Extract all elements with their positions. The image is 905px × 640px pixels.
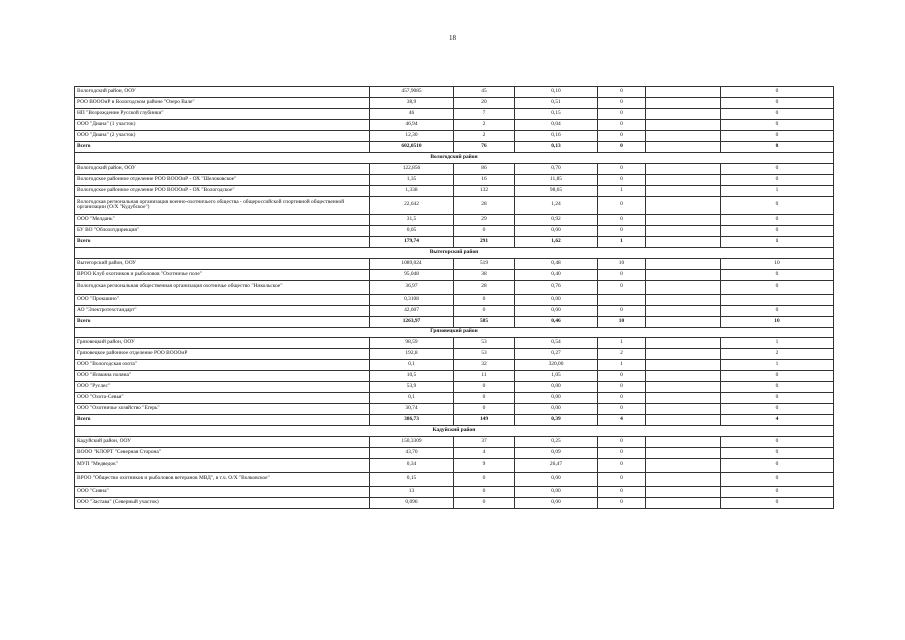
value-cell-3: 0,27 [515, 349, 598, 360]
value-cell-6: 0 [721, 120, 834, 131]
value-cell-5 [646, 393, 721, 404]
organization-name-cell: Вологодский район, ООУ [75, 87, 370, 98]
value-cell-6: 0 [721, 109, 834, 120]
value-cell-5 [646, 196, 721, 215]
value-cell-2: 0 [454, 393, 515, 404]
value-cell-6: 0 [721, 215, 834, 226]
value-cell-3: 0,25 [515, 436, 598, 447]
value-cell-3: 0,00 [515, 305, 598, 316]
value-cell-2: 32 [454, 360, 515, 371]
value-cell-4: 0 [598, 215, 646, 226]
value-cell-2: 20 [454, 98, 515, 109]
value-cell-5 [646, 486, 721, 497]
table-row [75, 371, 834, 382]
value-cell-1: 179,74 [370, 237, 454, 248]
value-cell-2: 0 [454, 305, 515, 316]
organization-name-cell: Всего [75, 415, 370, 426]
total-row [75, 142, 834, 153]
table-row [75, 196, 834, 215]
table-row [75, 472, 834, 486]
value-cell-3: 0,46 [515, 316, 598, 327]
total-row [75, 415, 834, 426]
district-header-row [75, 327, 834, 338]
value-cell-6: 0 [721, 87, 834, 98]
value-cell-1: 386,73 [370, 415, 454, 426]
value-cell-4: 10 [598, 316, 646, 327]
value-cell-3: 0,09 [515, 447, 598, 458]
table-row [75, 280, 834, 294]
organization-name-cell: ООО "Застава" (Северный участок) [75, 497, 370, 508]
organization-name-cell: ВРОО "Общество охотников и рыболовов ветеранов МВД", в т.ч. О/Х "Волковское" [75, 472, 370, 486]
table-row [75, 109, 834, 120]
value-cell-3: 0,00 [515, 472, 598, 486]
organization-name-cell: Кадуйский район, ООУ [75, 436, 370, 447]
value-cell-4: 0 [598, 131, 646, 142]
value-cell-4: 0 [598, 382, 646, 393]
table-row [75, 393, 834, 404]
value-cell-5 [646, 316, 721, 327]
value-cell-6: 1 [721, 338, 834, 349]
organization-name-cell: МУП "Медведок" [75, 458, 370, 472]
value-cell-3: 0,00 [515, 226, 598, 237]
table-row [75, 163, 834, 174]
table-row [75, 447, 834, 458]
value-cell-2: 0 [454, 294, 515, 305]
value-cell-6: 10 [721, 316, 834, 327]
value-cell-4: 0 [598, 226, 646, 237]
value-cell-3: 0,10 [515, 87, 598, 98]
value-cell-6: 0 [721, 280, 834, 294]
value-cell-4: 2 [598, 349, 646, 360]
district-title: Грязовецкий район [75, 327, 834, 338]
table-row [75, 436, 834, 447]
value-cell-1: 46,94 [370, 120, 454, 131]
value-cell-4: 0 [598, 174, 646, 185]
value-cell-5 [646, 371, 721, 382]
organization-name-cell: Вологодское районное отделение РОО ВОООиР - ОХ "Вологодское" [75, 185, 370, 196]
organization-name-cell: ВРОО Клуб охотников и рыболовов "Охотничье поле" [75, 269, 370, 280]
value-cell-5 [646, 215, 721, 226]
organization-name-cell: Вологодское районное отделение РОО ВОООиР - ОХ "Шелоковское" [75, 174, 370, 185]
value-cell-6: 0 [721, 486, 834, 497]
value-cell-4: 0 [598, 436, 646, 447]
value-cell-5 [646, 305, 721, 316]
value-cell-5 [646, 404, 721, 415]
table-row [75, 305, 834, 316]
value-cell-5 [646, 226, 721, 237]
value-cell-2: 0 [454, 226, 515, 237]
value-cell-1: 0,096 [370, 497, 454, 508]
value-cell-2: 4 [454, 447, 515, 458]
table-row [75, 120, 834, 131]
organization-name-cell: АО "Электротехстандарт" [75, 305, 370, 316]
table-row [75, 338, 834, 349]
value-cell-6: 0 [721, 196, 834, 215]
value-cell-6: 0 [721, 382, 834, 393]
organization-name-cell: Грязовецкий район, ООУ [75, 338, 370, 349]
value-cell-3: 0,00 [515, 404, 598, 415]
organization-name-cell: Вологодская региональная организация военно-охотничьего общества - общероссийской спортивной общественной организации (О/Х "Кудубское") [75, 196, 370, 215]
value-cell-1: 95,048 [370, 269, 454, 280]
value-cell-1: 36,97 [370, 280, 454, 294]
value-cell-2: 291 [454, 237, 515, 248]
value-cell-1: 602,0510 [370, 142, 454, 153]
value-cell-4: 0 [598, 486, 646, 497]
value-cell-4: 0 [598, 472, 646, 486]
value-cell-4: 0 [598, 87, 646, 98]
value-cell-5 [646, 163, 721, 174]
value-cell-1: 43,70 [370, 447, 454, 458]
value-cell-3: 0,51 [515, 98, 598, 109]
table-row [75, 174, 834, 185]
value-cell-4: 0 [598, 447, 646, 458]
value-cell-1: 457,9085 [370, 87, 454, 98]
value-cell-4: 10 [598, 258, 646, 269]
value-cell-6: 0 [721, 131, 834, 142]
value-cell-2: 28 [454, 196, 515, 215]
table-row [75, 458, 834, 472]
value-cell-6: 0 [721, 497, 834, 508]
table-row [75, 258, 834, 269]
value-cell-6: 0 [721, 98, 834, 109]
value-cell-5 [646, 142, 721, 153]
value-cell-3: 1,24 [515, 196, 598, 215]
value-cell-5 [646, 349, 721, 360]
table-row [75, 185, 834, 196]
organization-name-cell: ООО "Вологодская охота" [75, 360, 370, 371]
table-row [75, 360, 834, 371]
table-row [75, 349, 834, 360]
organization-name-cell: ООО "Ясвкина поляна" [75, 371, 370, 382]
organization-name-cell: Всего [75, 316, 370, 327]
value-cell-4: 0 [598, 109, 646, 120]
value-cell-6: 1 [721, 237, 834, 248]
organization-name-cell: Вытегорский район, ООУ [75, 258, 370, 269]
value-cell-5 [646, 185, 721, 196]
value-cell-3: 0,54 [515, 338, 598, 349]
value-cell-2: 2 [454, 131, 515, 142]
value-cell-6: 0 [721, 269, 834, 280]
value-cell-2: 0 [454, 472, 515, 486]
value-cell-1: 1263,97 [370, 316, 454, 327]
value-cell-2: 37 [454, 436, 515, 447]
table-row [75, 87, 834, 98]
value-cell-5 [646, 382, 721, 393]
value-cell-2: 149 [454, 415, 515, 426]
district-header-row [75, 153, 834, 164]
value-cell-6: 0 [721, 447, 834, 458]
value-cell-4: 4 [598, 415, 646, 426]
value-cell-3: 0,16 [515, 131, 598, 142]
value-cell-2: 132 [454, 185, 515, 196]
organization-name-cell: Грязовецкое районное отделение РОО ВОООиР [75, 349, 370, 360]
value-cell-1: 1,338 [370, 185, 454, 196]
value-cell-4: 0 [598, 371, 646, 382]
value-cell-2: 0 [454, 404, 515, 415]
value-cell-2: 16 [454, 174, 515, 185]
value-cell-3: 0,70 [515, 163, 598, 174]
value-cell-5 [646, 280, 721, 294]
value-cell-1: 12,30 [370, 131, 454, 142]
organization-name-cell: ООО "Охота-Севья" [75, 393, 370, 404]
value-cell-1: 192,8 [370, 349, 454, 360]
value-cell-1: 122,856 [370, 163, 454, 174]
value-cell-5 [646, 294, 721, 305]
value-cell-5 [646, 120, 721, 131]
value-cell-5 [646, 360, 721, 371]
organization-name-cell: РОО ВОООиР в Вологодском районе "Озеро Вале" [75, 98, 370, 109]
organization-name-cell: ООО "Прокшино" [75, 294, 370, 305]
organization-name-cell: ООО "Сияна" [75, 486, 370, 497]
value-cell-1: 0,05 [370, 226, 454, 237]
value-cell-3: 0,13 [515, 142, 598, 153]
value-cell-5 [646, 174, 721, 185]
total-row [75, 316, 834, 327]
value-cell-3: 1,05 [515, 371, 598, 382]
value-cell-6: 0 [721, 226, 834, 237]
value-cell-3: 26,47 [515, 458, 598, 472]
district-title: Вытегорский район [75, 248, 834, 259]
table-row [75, 404, 834, 415]
value-cell-1: 150,3309 [370, 436, 454, 447]
value-cell-6: 1 [721, 360, 834, 371]
table-row [75, 215, 834, 226]
value-cell-6: 2 [721, 349, 834, 360]
value-cell-4: 1 [598, 185, 646, 196]
value-cell-1: 46 [370, 109, 454, 120]
value-cell-1: 38,9 [370, 98, 454, 109]
value-cell-5 [646, 458, 721, 472]
organization-name-cell: НП "Возрождение Русской глубинки" [75, 109, 370, 120]
table-row [75, 294, 834, 305]
table-row [75, 269, 834, 280]
value-cell-2: 53 [454, 338, 515, 349]
value-cell-6 [721, 294, 834, 305]
value-cell-4: 1 [598, 237, 646, 248]
value-cell-1: 1,35 [370, 174, 454, 185]
value-cell-2: 519 [454, 258, 515, 269]
value-cell-1: 42,607 [370, 305, 454, 316]
value-cell-3: 0,00 [515, 486, 598, 497]
organization-name-cell: Всего [75, 237, 370, 248]
value-cell-6: 0 [721, 404, 834, 415]
value-cell-4: 1 [598, 360, 646, 371]
organization-name-cell: Всего [75, 142, 370, 153]
value-cell-3: 0,00 [515, 497, 598, 508]
value-cell-3: 11,85 [515, 174, 598, 185]
value-cell-3: 0,04 [515, 120, 598, 131]
value-cell-6: 0 [721, 142, 834, 153]
value-cell-6: 4 [721, 415, 834, 426]
organization-name-cell: ООО "Руслес" [75, 382, 370, 393]
value-cell-1: 53,9 [370, 382, 454, 393]
value-cell-5 [646, 98, 721, 109]
district-header-row [75, 248, 834, 259]
value-cell-5 [646, 497, 721, 508]
value-cell-1: 98,59 [370, 338, 454, 349]
value-cell-4: 0 [598, 196, 646, 215]
organization-name-cell: ООО "Охотничье хозяйство "Егерь" [75, 404, 370, 415]
value-cell-1: 0,15 [370, 472, 454, 486]
value-cell-6: 0 [721, 458, 834, 472]
district-title: Кадуйский район [75, 426, 834, 437]
value-cell-1: 13 [370, 486, 454, 497]
value-cell-5 [646, 447, 721, 458]
value-cell-6: 0 [721, 393, 834, 404]
organization-name-cell: ООО "Диана" (1 участок) [75, 120, 370, 131]
table-row [75, 382, 834, 393]
value-cell-3: 98,65 [515, 185, 598, 196]
table-row [75, 497, 834, 508]
value-cell-6: 10 [721, 258, 834, 269]
value-cell-4: 0 [598, 163, 646, 174]
value-cell-2: 2 [454, 120, 515, 131]
value-cell-2: 76 [454, 142, 515, 153]
page-number: 18 [449, 34, 456, 42]
value-cell-2: 29 [454, 215, 515, 226]
value-cell-2: 0 [454, 497, 515, 508]
value-cell-2: 11 [454, 371, 515, 382]
organization-name-cell: ООО "Диана" (2 участок) [75, 131, 370, 142]
value-cell-5 [646, 436, 721, 447]
value-cell-3: 0,76 [515, 280, 598, 294]
value-cell-4: 0 [598, 98, 646, 109]
table-row [75, 98, 834, 109]
organization-name-cell: Вологодская региональная общественная организация охотничье общество "Никольское" [75, 280, 370, 294]
district-header-row [75, 426, 834, 437]
value-cell-4: 0 [598, 120, 646, 131]
hunting-statistics-table [74, 86, 834, 509]
value-cell-5 [646, 338, 721, 349]
value-cell-1: 10,5 [370, 371, 454, 382]
table-row [75, 486, 834, 497]
value-cell-1: 0,1 [370, 393, 454, 404]
table-row [75, 226, 834, 237]
value-cell-3: 0,48 [515, 258, 598, 269]
value-cell-2: 0 [454, 486, 515, 497]
organization-name-cell: ООО "Мелдань" [75, 215, 370, 226]
value-cell-6: 0 [721, 174, 834, 185]
value-cell-1: 1089,024 [370, 258, 454, 269]
value-cell-6: 0 [721, 436, 834, 447]
value-cell-2: 0 [454, 382, 515, 393]
value-cell-3: 0,92 [515, 215, 598, 226]
organization-name-cell: ВООО "КЛОРТ "Северная Сторона" [75, 447, 370, 458]
value-cell-3: 0,40 [515, 269, 598, 280]
value-cell-6: 1 [721, 185, 834, 196]
value-cell-6: 0 [721, 163, 834, 174]
organization-name-cell: Вологодский район, ООУ [75, 163, 370, 174]
value-cell-3: 0,00 [515, 294, 598, 305]
value-cell-3: 0,39 [515, 415, 598, 426]
value-cell-6: 0 [721, 305, 834, 316]
value-cell-4: 0 [598, 269, 646, 280]
value-cell-4: 0 [598, 497, 646, 508]
district-title: Вологодский район [75, 153, 834, 164]
value-cell-2: 86 [454, 163, 515, 174]
value-cell-1: 0,3108 [370, 294, 454, 305]
value-cell-2: 53 [454, 349, 515, 360]
value-cell-3: 320,00 [515, 360, 598, 371]
value-cell-1: 0,34 [370, 458, 454, 472]
value-cell-2: 28 [454, 280, 515, 294]
value-cell-2: 45 [454, 87, 515, 98]
total-row [75, 237, 834, 248]
value-cell-4 [598, 294, 646, 305]
value-cell-4: 0 [598, 393, 646, 404]
value-cell-5 [646, 131, 721, 142]
value-cell-2: 7 [454, 109, 515, 120]
value-cell-1: 30,74 [370, 404, 454, 415]
organization-name-cell: БУ ВО "Облохотдирекция" [75, 226, 370, 237]
value-cell-5 [646, 237, 721, 248]
value-cell-6: 0 [721, 371, 834, 382]
value-cell-4: 1 [598, 338, 646, 349]
value-cell-4: 0 [598, 142, 646, 153]
value-cell-4: 0 [598, 305, 646, 316]
value-cell-1: 31,5 [370, 215, 454, 226]
value-cell-3: 1,62 [515, 237, 598, 248]
value-cell-3: 0,00 [515, 382, 598, 393]
value-cell-5 [646, 87, 721, 98]
value-cell-5 [646, 258, 721, 269]
value-cell-1: 22,642 [370, 196, 454, 215]
value-cell-6: 0 [721, 472, 834, 486]
value-cell-2: 9 [454, 458, 515, 472]
value-cell-1: 0,1 [370, 360, 454, 371]
value-cell-4: 0 [598, 458, 646, 472]
value-cell-4: 0 [598, 280, 646, 294]
value-cell-2: 585 [454, 316, 515, 327]
value-cell-3: 0,00 [515, 393, 598, 404]
value-cell-3: 0,15 [515, 109, 598, 120]
value-cell-5 [646, 109, 721, 120]
value-cell-5 [646, 415, 721, 426]
table-row [75, 131, 834, 142]
value-cell-5 [646, 269, 721, 280]
value-cell-5 [646, 472, 721, 486]
value-cell-2: 38 [454, 269, 515, 280]
value-cell-4: 0 [598, 404, 646, 415]
